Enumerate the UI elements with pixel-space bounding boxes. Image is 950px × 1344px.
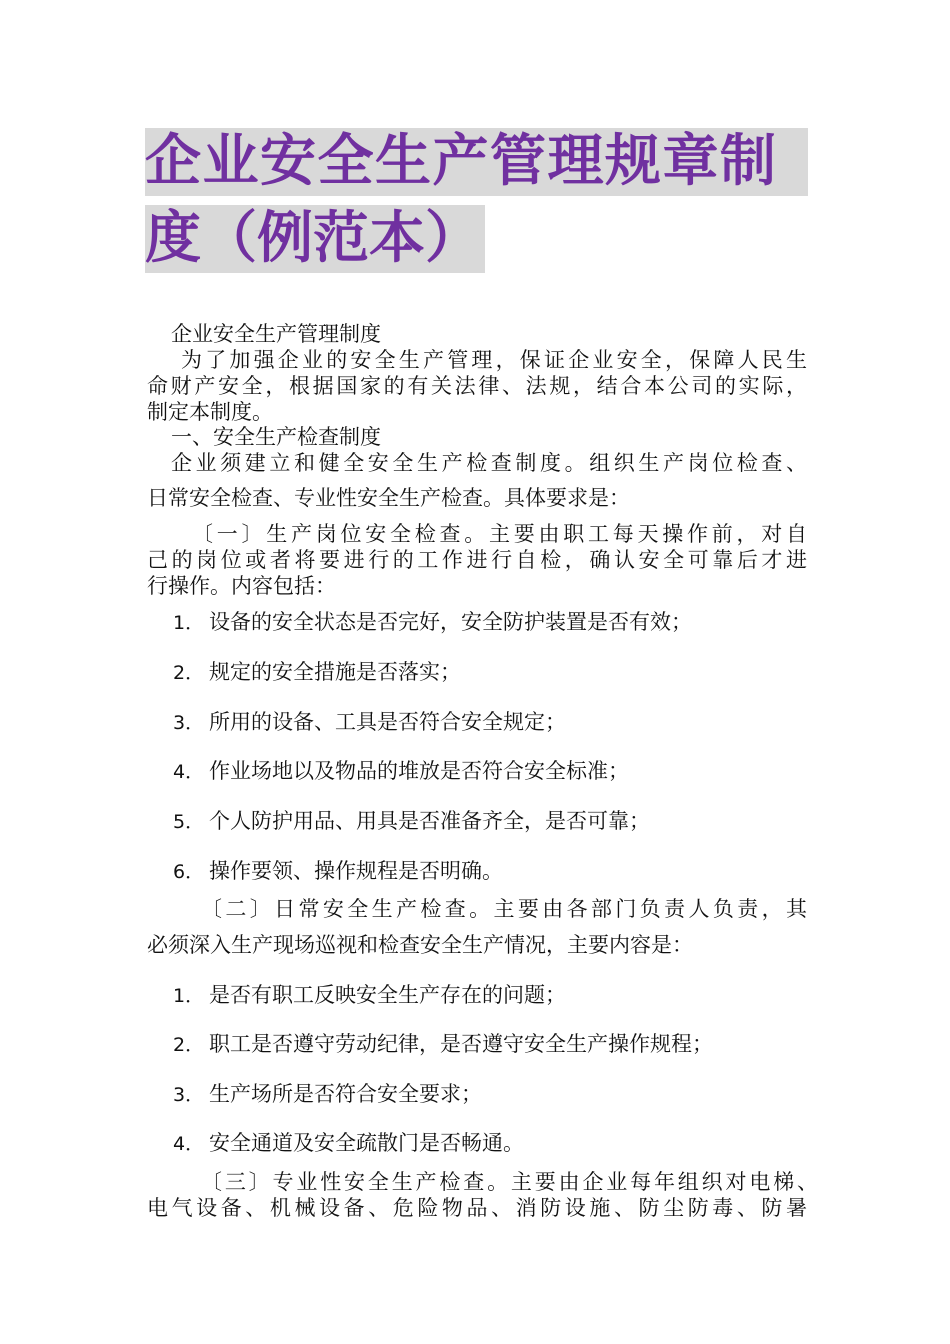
- sub1-line-2: 己的岗位或者将要进行的工作进行自检，确认安全可靠后才进: [147, 548, 807, 572]
- list-number: 3．: [173, 712, 205, 734]
- list-text: 所用的设备、工具是否符合安全规定；: [209, 710, 566, 734]
- section-heading: 企业安全生产管理制度: [171, 322, 381, 346]
- list-number: 2．: [173, 662, 205, 684]
- list-number: 4．: [173, 761, 205, 783]
- list-text: 职工是否遵守劳动纪律，是否遵守安全生产操作规程；: [209, 1032, 713, 1056]
- list-number: 1．: [173, 985, 205, 1007]
- list-number: 5．: [173, 811, 205, 833]
- sub3-line-1: 〔三〕专业性安全生产检查。主要由企业每年组织对电梯、: [201, 1170, 818, 1194]
- list-item: [173, 659, 461, 686]
- list-item: [173, 1130, 524, 1157]
- document-title-line-1: 企业安全生产管理规章制: [145, 128, 808, 196]
- list-text: 作业场地以及物品的堆放是否符合安全标准；: [209, 759, 629, 783]
- intro-line-3: 制定本制度。: [147, 400, 273, 424]
- list-number: 2．: [173, 1034, 205, 1056]
- list-number: 3．: [173, 1084, 205, 1106]
- list-item: [173, 808, 650, 835]
- list-item: [173, 1081, 482, 1108]
- list-text: 规定的安全措施是否落实；: [209, 660, 461, 684]
- intro-line-2: 命财产安全，根据国家的有关法律、法规，结合本公司的实际，: [147, 374, 807, 398]
- list-text: 生产场所是否符合安全要求；: [209, 1082, 482, 1106]
- list-text: 设备的安全状态是否完好，安全防护装置是否有效；: [209, 610, 692, 634]
- intro-line-1: 为了加强企业的安全生产管理，保证企业安全，保障人民生: [181, 348, 807, 372]
- list-number: 4．: [173, 1133, 205, 1155]
- list-number: 1．: [173, 612, 205, 634]
- section1-line-2: 日常安全检查、专业性安全生产检查。具体要求是：: [147, 486, 630, 510]
- list-item: [173, 982, 566, 1009]
- list-text: 安全通道及安全疏散门是否畅通。: [209, 1131, 524, 1155]
- list-number: 6．: [173, 861, 205, 883]
- sub2-line-2: 必须深入生产现场巡视和检查安全生产情况，主要内容是：: [147, 933, 693, 957]
- list-text: 是否有职工反映安全生产存在的问题；: [209, 983, 566, 1007]
- list-item: [173, 609, 692, 636]
- list-item: [173, 709, 566, 736]
- sub2-line-1: 〔二〕日常安全生产检查。主要由各部门负责人负责，其: [201, 897, 807, 921]
- sub1-line-1: 〔一〕生产岗位安全检查。主要由职工每天操作前，对自: [192, 522, 807, 546]
- document-title-line-2: 度（例范本）: [145, 205, 485, 273]
- sub1-line-3: 行操作。内容包括：: [147, 574, 336, 598]
- list-text: 个人防护用品、用具是否准备齐全，是否可靠；: [209, 809, 650, 833]
- sub3-line-2: 电气设备、机械设备、危险物品、消防设施、防尘防毒、防暑: [147, 1196, 807, 1220]
- list-item: [173, 858, 503, 885]
- list-text: 操作要领、操作规程是否明确。: [209, 859, 503, 883]
- list-item: [173, 1031, 713, 1058]
- section1-title: 一、安全生产检查制度: [171, 425, 381, 449]
- section1-line-1: 企业须建立和健全安全生产检查制度。组织生产岗位检查、: [171, 451, 807, 475]
- list-item: [173, 758, 629, 785]
